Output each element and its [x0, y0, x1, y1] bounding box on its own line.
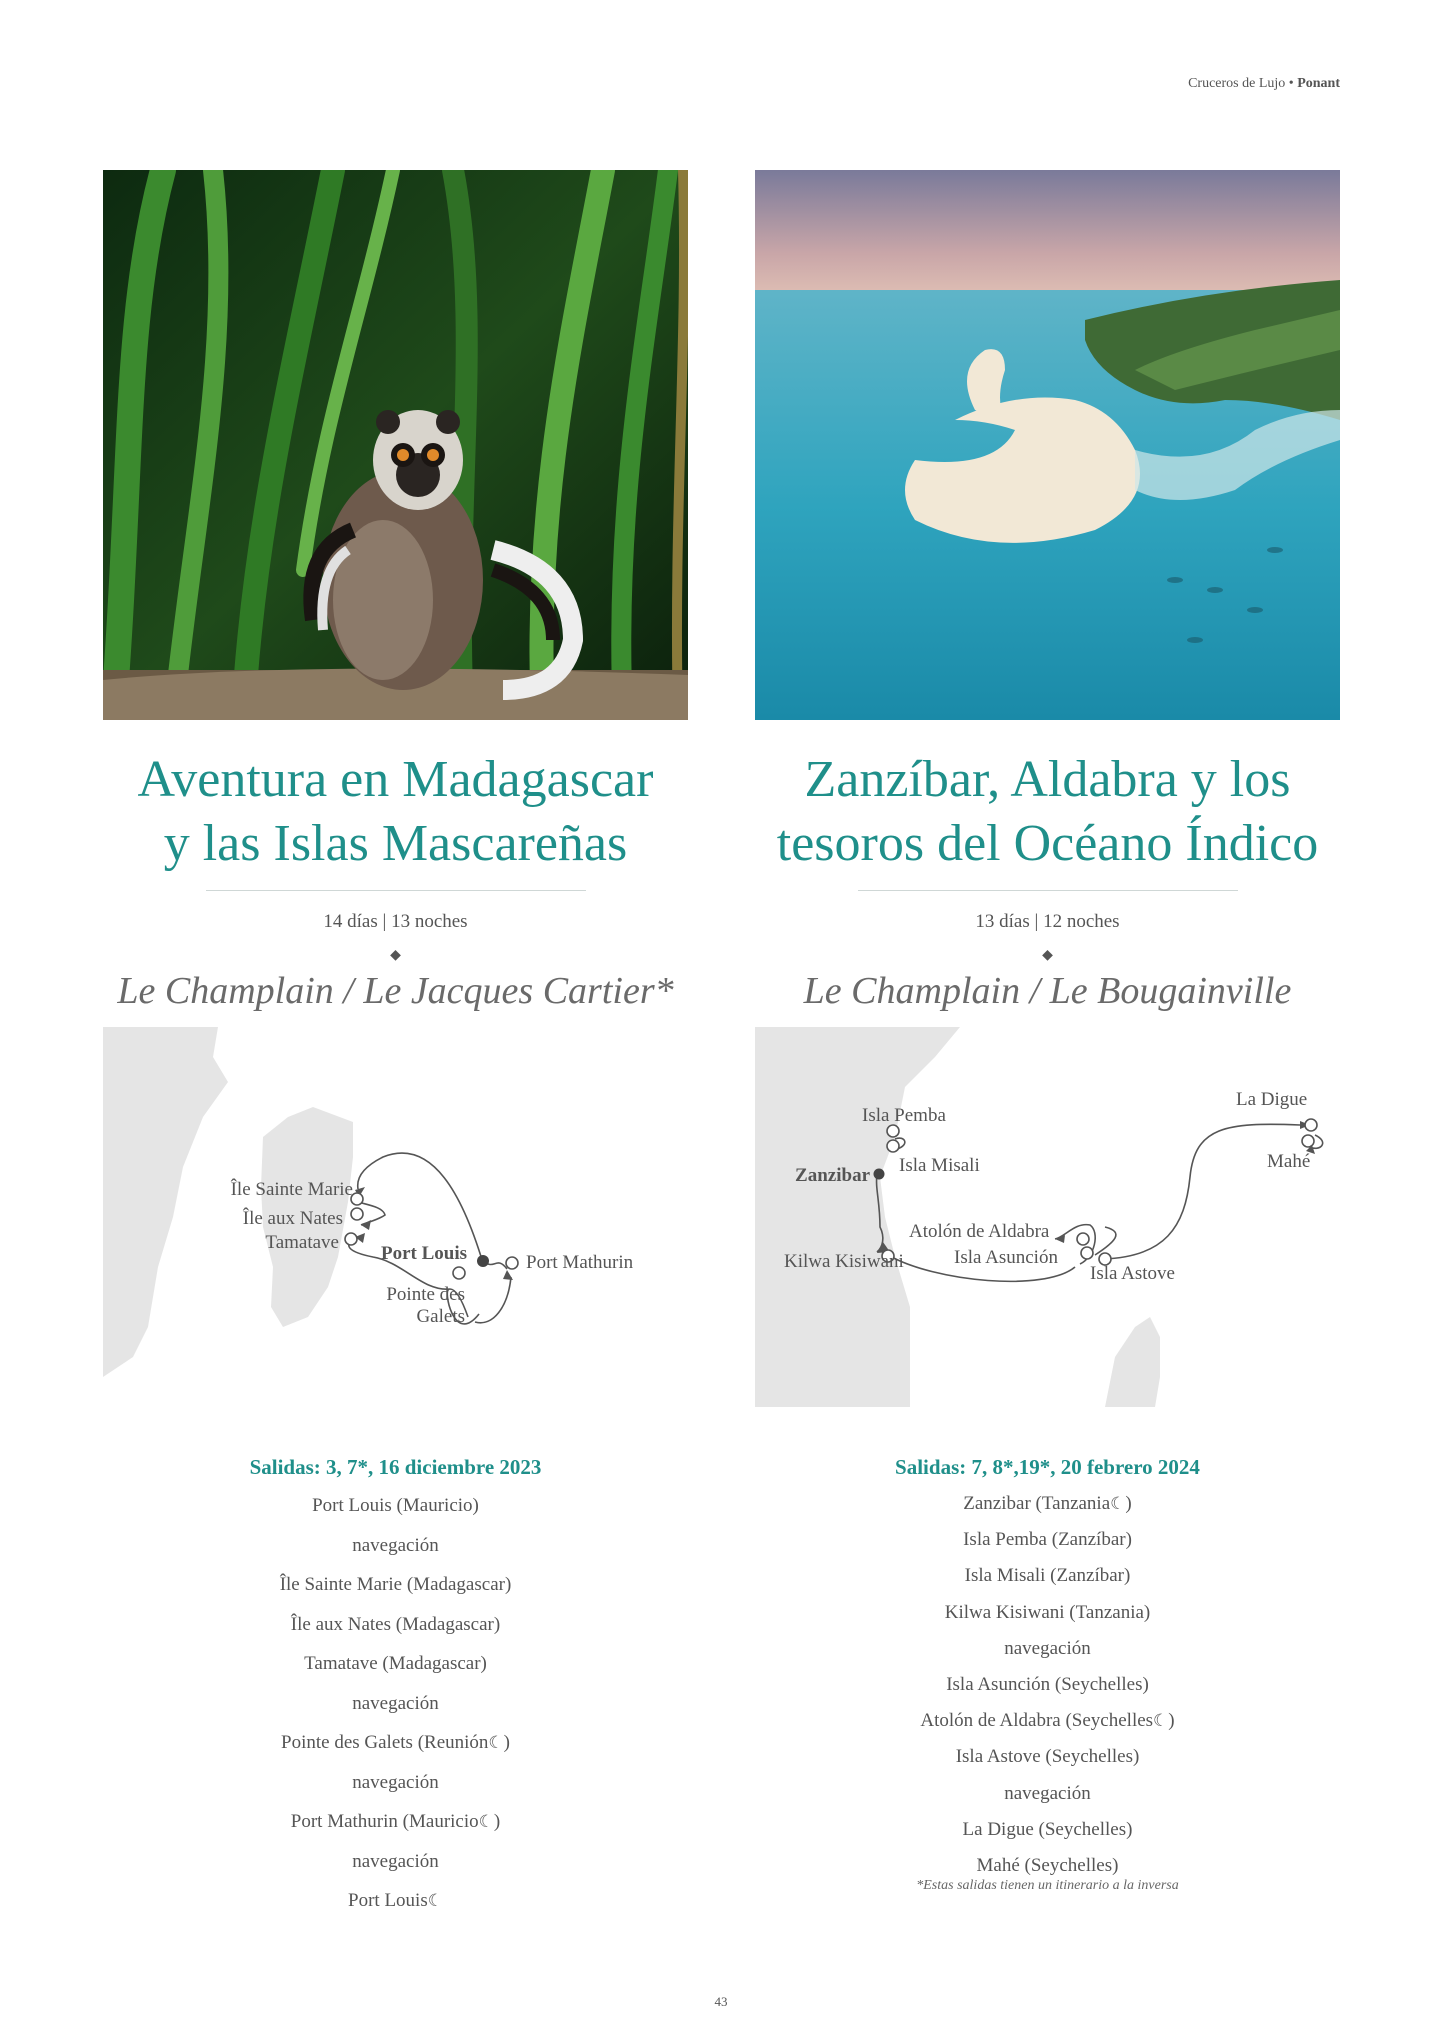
diamond-icon: ◆ [390, 947, 401, 963]
label-tamatave: Tamatave [265, 1232, 339, 1253]
cruise-zanzibar [755, 170, 1340, 1894]
list-item: navegación [352, 1850, 439, 1872]
label-ile-sainte-marie: Île Sainte Marie [230, 1179, 353, 1200]
itinerary-list [755, 1486, 1340, 1884]
label-port-louis: Port Louis [381, 1243, 468, 1264]
stop-text: Port Mathurin (Mauricio [290, 1811, 479, 1832]
label-pointe-des-galets-1: Pointe des [386, 1284, 465, 1305]
page-number: 43 [714, 1994, 728, 2009]
label-astove: Isla Astove [1090, 1263, 1175, 1284]
route-map [755, 1027, 1340, 1407]
coast-photo [755, 170, 1340, 720]
moon-icon: ☾ [1153, 1711, 1169, 1731]
stop-text: Port Louis [348, 1890, 428, 1911]
label-asuncion: Isla Asunción [954, 1247, 1058, 1268]
moon-icon: ☾ [1110, 1494, 1126, 1513]
list-item: navegación [352, 1692, 439, 1714]
route-map [103, 1027, 688, 1407]
list-item: Tamatave (Madagascar) [304, 1653, 487, 1674]
header-text: Cruceros de Lujo [1188, 76, 1286, 91]
stop-text: Atolón de Aldabra (Seychelles [920, 1710, 1154, 1732]
list-item: Port Mathurin (Mauricio☾) [290, 1811, 501, 1832]
title-divider [206, 890, 586, 891]
title-divider [858, 890, 1238, 891]
itinerary-list [103, 1486, 688, 1921]
departure-dates: Salidas: 7, 8*,19*, 20 febrero 2024 [895, 1455, 1200, 1479]
list-item: Isla Asunción (Seychelles) [946, 1674, 1149, 1696]
lemur-photo [103, 170, 688, 720]
label-mahe: Mahé [1267, 1151, 1311, 1172]
label-kilwa: Kilwa Kisiwani [784, 1251, 904, 1272]
list-item: Atolón de Aldabra (Seychelles☾) [920, 1710, 1175, 1732]
cruise-title [755, 748, 1340, 876]
ship-names: Le Champlain / Le Bougainville [803, 970, 1292, 1012]
title-line-1: Zanzíbar, Aldabra y los [804, 751, 1291, 808]
list-item: Mahé (Seychelles) [976, 1855, 1119, 1877]
label-aldabra: Atolón de Aldabra [909, 1221, 1050, 1242]
cruise-title [103, 748, 688, 876]
title-line-1: Aventura en Madagascar [137, 751, 654, 808]
stop-text: Zanzibar (Tanzania [963, 1493, 1111, 1514]
departure-dates: Salidas: 3, 7*, 16 diciembre 2023 [249, 1455, 542, 1479]
list-item: navegación [352, 1534, 439, 1556]
ship-names: Le Champlain / Le Jacques Cartier* [117, 970, 674, 1012]
label-pointe-des-galets-2: Galets [416, 1306, 465, 1327]
cruise-madagascar [103, 170, 688, 1921]
list-item: navegación [1004, 1637, 1091, 1659]
list-item: Pointe des Galets (Reunión☾) [281, 1732, 510, 1753]
label-port-mathurin: Port Mathurin [526, 1252, 634, 1273]
list-item: Île Sainte Marie (Madagascar) [279, 1574, 512, 1595]
label-isla-misali: Isla Misali [899, 1155, 980, 1176]
title-line-2: tesoros del Océano Índico [776, 815, 1319, 872]
list-item: Isla Astove (Seychelles) [955, 1746, 1140, 1768]
list-item [103, 1881, 688, 1921]
list-item: Isla Misali (Zanzíbar) [964, 1565, 1131, 1587]
list-item: Île aux Nates (Madagascar) [290, 1613, 501, 1635]
label-zanzibar: Zanzibar [795, 1165, 870, 1186]
moon-icon: ☾ [478, 1812, 494, 1831]
list-item: navegación [1004, 1782, 1091, 1804]
diamond-icon: ◆ [1042, 947, 1053, 963]
itinerary-note: *Estas salidas tienen un itinerario a la inversa [916, 1878, 1179, 1894]
list-item: Isla Pemba (Zanzíbar) [963, 1529, 1132, 1551]
list-item: La Digue (Seychelles) [962, 1818, 1133, 1840]
list-item: navegación [352, 1771, 439, 1793]
header-brand: Ponant [1297, 76, 1340, 91]
duration: 13 días | 12 noches [975, 911, 1120, 932]
list-item: Port Louis (Mauricio) [312, 1495, 479, 1516]
label-isla-pemba: Isla Pemba [862, 1105, 946, 1126]
page-header [1188, 76, 1340, 92]
label-la-digue: La Digue [1236, 1089, 1308, 1110]
duration: 14 días | 13 noches [323, 911, 468, 932]
header-separator: • [1285, 76, 1298, 91]
list-item: Zanzibar (Tanzania☾) [963, 1493, 1132, 1514]
title-line-2: y las Islas Mascareñas [163, 815, 628, 872]
list-item: Kilwa Kisiwani (Tanzania) [944, 1601, 1151, 1623]
moon-icon: ☾ [488, 1733, 504, 1752]
moon-icon: ☾ [427, 1891, 443, 1910]
label-ile-aux-nates: Île aux Nates [242, 1208, 343, 1229]
stop-text: Pointe des Galets (Reunión [281, 1732, 489, 1753]
